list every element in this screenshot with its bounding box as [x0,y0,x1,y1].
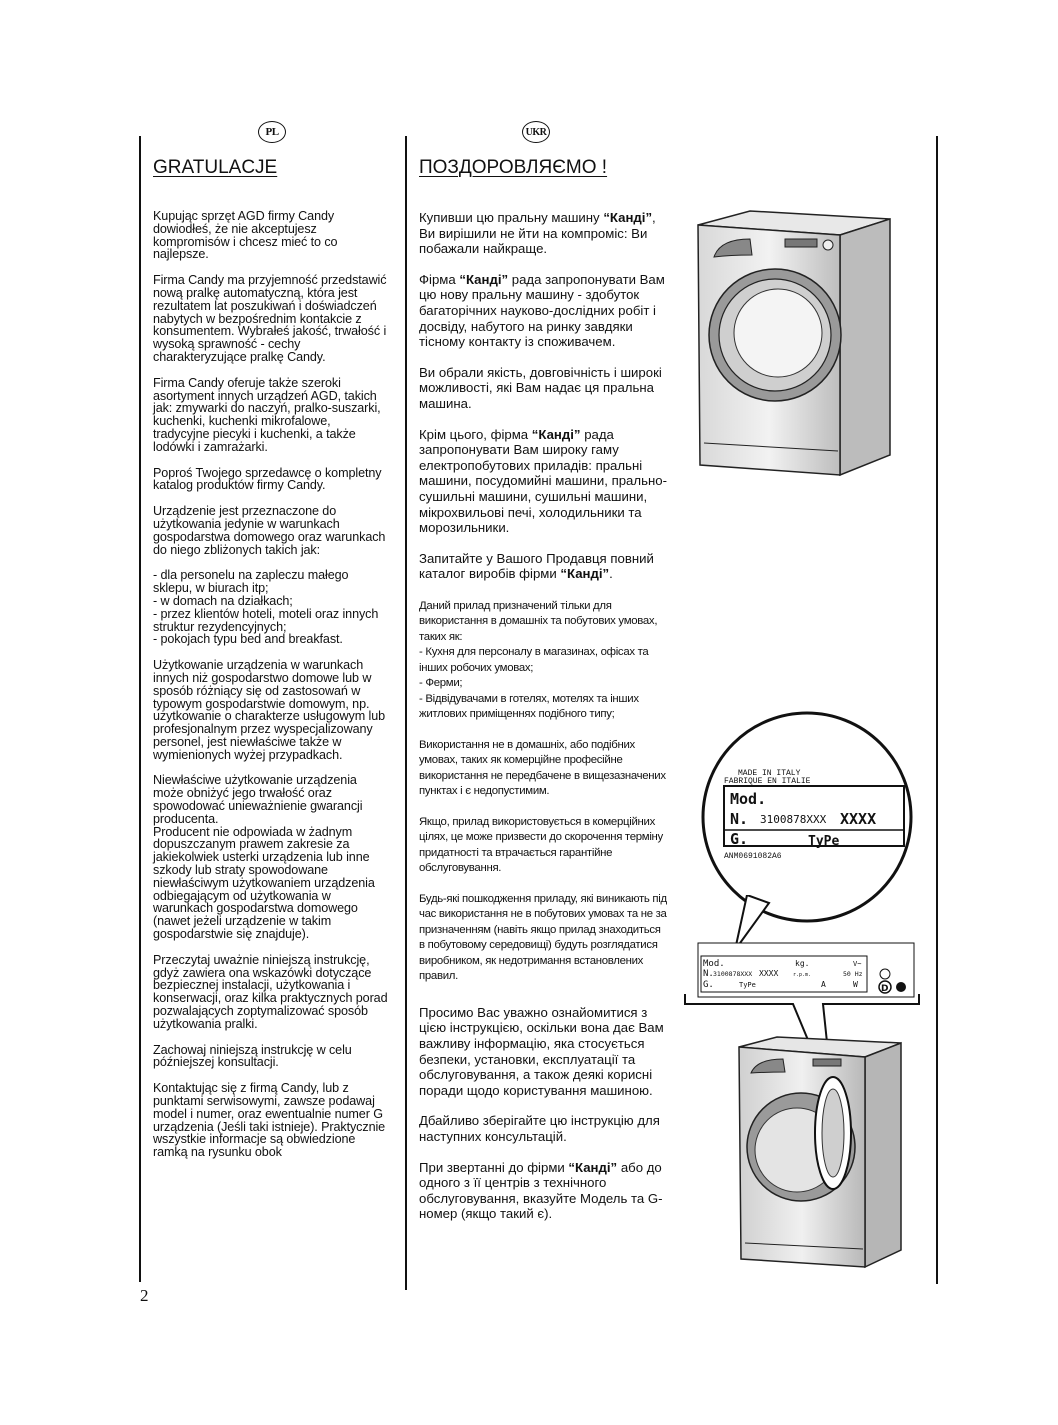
label-g: G. [730,830,749,848]
plate-n: N. [703,969,714,979]
plate-a: A [821,980,826,989]
plate-type: TyPe [739,981,756,989]
ukr-text: рада запропонувати Вам широку гаму електропобутових приладів: пральні машини, посудомийні машини, прально-сушильні машини, сушильні машини, мікрохвильові печі, холодильники та морозильники. [419,426,667,536]
pl-paragraph: Niewłaściwe użytkowanie urządzenia może obniżyć jego trwałość oraz spowodować unieważnienie gwarancji producenta. Producent nie odpowiada w żadnym dopuszczanym prawem zakresie za jakiekolwiek usterki urządzenia lub inne szkody lub straty spowodowane niewłaściwym użytkowaniem urządzenia odbiegającym od użytkowania w warunkach gospodarstwa domowego (nawet jeżeli urządzenie w takim gospodarstwie się znajduje). [153,773,375,942]
ukr-text: Крім цього, фірма [419,426,532,442]
brand-name: “Канді” [531,426,581,442]
ukr-language-badge: UKR [522,121,550,143]
pl-text-column [153,210,389,1172]
pl-paragraph: - dla personelu na zapleczu małego sklepu, w biurach itp; - w domach na działkach; - przez klientów hoteli, moteli oraz innych struktur rezydencyjnych; - pokojach typu bed and breakfast. [153,568,379,647]
pl-paragraph: Przeczytaj uważnie niniejszą instrukcję, gdyż zawiera ona wskazówki dotyczące bezpiecznej instalacji, użytkowania i konserwacji, oraz kilka praktycznych porad pozwalających zoptymalizować sposób użytkowania pralki. [153,952,388,1031]
ukr-text: . [609,566,613,582]
ukr-title: ПОЗДОРОВЛЯЄМО ! [419,157,608,178]
ukr-text: Фірма [419,271,460,287]
pl-paragraph: Kontaktując się z firmą Candy, lub z punktami serwisowymi, zawsze podawaj model i numer, oraz ewentualnie numer G urządzenia (Jeśli taki istnieje). Praktycznie wszystkie informacje są obwiedzione ramką na rysunku obok [153,1081,386,1160]
ukr-paragraph [419,272,667,350]
pl-paragraph: Zachowaj niniejszą instrukcję w celu późniejszej konsultacji. [153,1042,352,1070]
brand-name: “Канді” [603,210,653,225]
plate-g: G. [703,980,714,990]
plate-mod: Mod. [703,959,725,969]
ukr-paragraph: Дбайливо зберігайте цю інструкцію для наступних консультацій. [419,1113,660,1145]
label-type: TyPe [808,834,840,849]
ukr-paragraph: Ви обрали якість, довговічність і широкі можливості, які Вам надає ця пральна машина. [419,364,662,411]
ukr-usage-note: Будь-які пошкодження приладу, які виникають під час використання не в побутових умовах та не за призначенням (навіть якщо прилад знаходиться в побутовому середовищі) будуть розглядатися виробником, як недотримання встановлених правил. [419,892,667,983]
pl-paragraph: Użytkowanie urządzenia w warunkach innych niż gospodarstwo domowe lub w sposób różniący się od zastosowań w typowym gospodarstwie domowym, np. użytkowanie o charakterze usługowym lub profesjonalnym przez wyspecjalizowany personel, jest niewłaściwe także w wymienionych wyżej przypadkach. [153,658,385,762]
ukr-paragraph [419,1160,667,1222]
ukr-text: рада запропонувати Вам цю нову пральну машину - здобуток багаторічних науково-дослідних робіт і досвіду, набутого на ринку завдяки тісному контакту із споживачем. [419,271,665,350]
ukr-text: , Ви вирішили не йти на компроміс: Ви побажали найкраще. [419,210,656,257]
brand-name: “Канді” [560,566,610,582]
brand-name: “Канді” [459,271,509,287]
label-code: ANM0691082A6 [724,852,782,861]
washing-machine-illustration [690,205,905,485]
plate-xxxx: XXXX [759,969,779,978]
ukr-text-column [419,210,667,1237]
pl-paragraph: Kupując sprzęt AGD firmy Candy dowiodłeś, że nie akceptujesz kompromisów i chcesz mieć to co najlepsze. [153,209,338,262]
plate-hz: 50 Hz [843,970,863,978]
middle-rule [405,136,407,1290]
pl-language-badge: PL [258,121,286,143]
pl-paragraph: Poproś Twojego sprzedawcę o kompletny katalog produktów firmy Candy. [153,465,382,493]
plate-w: W [853,980,858,989]
label-serial: 3100878XXX [760,813,827,826]
ukr-usage-note: Даний прилад призначений тільки для використання в домашніх та побутових умовах, таких як: - Кухня для персоналу в магазинах, офісах та інших робочих умовах; - Ферми; - Відвідувачами в готелях, мотелях та інших житлових приміщеннях подібного типу; [419,599,658,721]
label-xxxx: XXXX [840,810,877,828]
ukr-text: При звертанні до фірми [419,1159,569,1175]
plate-v: V~ [853,960,862,968]
label-fabrique: FABRIQUE EN ITALIE [724,777,811,786]
ukr-paragraph [419,551,667,582]
plate-d: D [881,984,889,994]
pl-paragraph: Urządzenie jest przeznaczone do użytkowania jedynie w warunkach gospodarstwa domowego oraz warunkach do niego zbliżonych takich jak: [153,504,386,557]
ukr-paragraph [419,210,667,257]
ukr-usage-note: Використання не в домашніх, або подібних умовах, таких як комерційне професійне використання не передбачене в вищезазначених пунктах і є недопустимим. [419,738,666,798]
label-zoom-circle [700,710,915,925]
label-made-in: MADE IN ITALY [738,769,801,778]
label-mod: Mod. [730,790,767,808]
plate-rpm: r.p.m. [793,972,812,978]
right-rule [936,136,938,1284]
label-n: N. [730,810,749,828]
washing-machine-door-illustration [733,1035,908,1275]
plate-kg: kg. [795,959,810,968]
left-rule [139,136,141,1282]
ukr-paragraph [419,427,667,536]
ukr-paragraph: Просимо Вас уважно ознайомитися з цією інструкцією, оскільки вона дає Вам важливу інформацію, яка стосується безпеки, установки, експлуатації та обслуговування, а також деякі корисні поради щодо користування машиною. [419,1004,664,1098]
plate-serial: 3100878XXX [713,970,753,978]
ukr-usage-note: Якщо, прилад використовується в комерційних цілях, це може призвести до скорочення терміну придатності та втрачається гарантійне обслуговування. [419,815,663,875]
ukr-text: Запитайте у Вашого Продавця повний каталог виробів фірми [419,550,654,582]
page-number: 2 [140,1286,149,1305]
pl-paragraph: Firma Candy ma przyjemność przedstawić nową pralkę automatyczną, która jest rezultatem lat poszukiwań i doświadczeń nabytych w bezpośrednim kontakcie z konsumentem. Wybrałeś jakość, trwałość i wysoką sprawność - cechy charakteryzujące pralkę Candy. [153,273,387,364]
pl-paragraph: Firma Candy oferuje także szeroki asortyment innych urządzeń AGD, takich jak: zmywarki do naczyń, pralko-suszarki, kuchenki, kuchenki mikrofalowe, tradycyjne piecyki i kuchenki, a także lodówki i zamrażarki. [153,375,381,454]
pl-title: GRATULACJE [153,157,278,178]
ukr-text: Купивши цю пральну машину [419,210,604,225]
brand-name: “Канді” [568,1159,618,1175]
ukr-text: або до одного з її центрів з технічного обслуговування, вказуйте Модель та G-номер (якщо такий є). [419,1159,663,1222]
